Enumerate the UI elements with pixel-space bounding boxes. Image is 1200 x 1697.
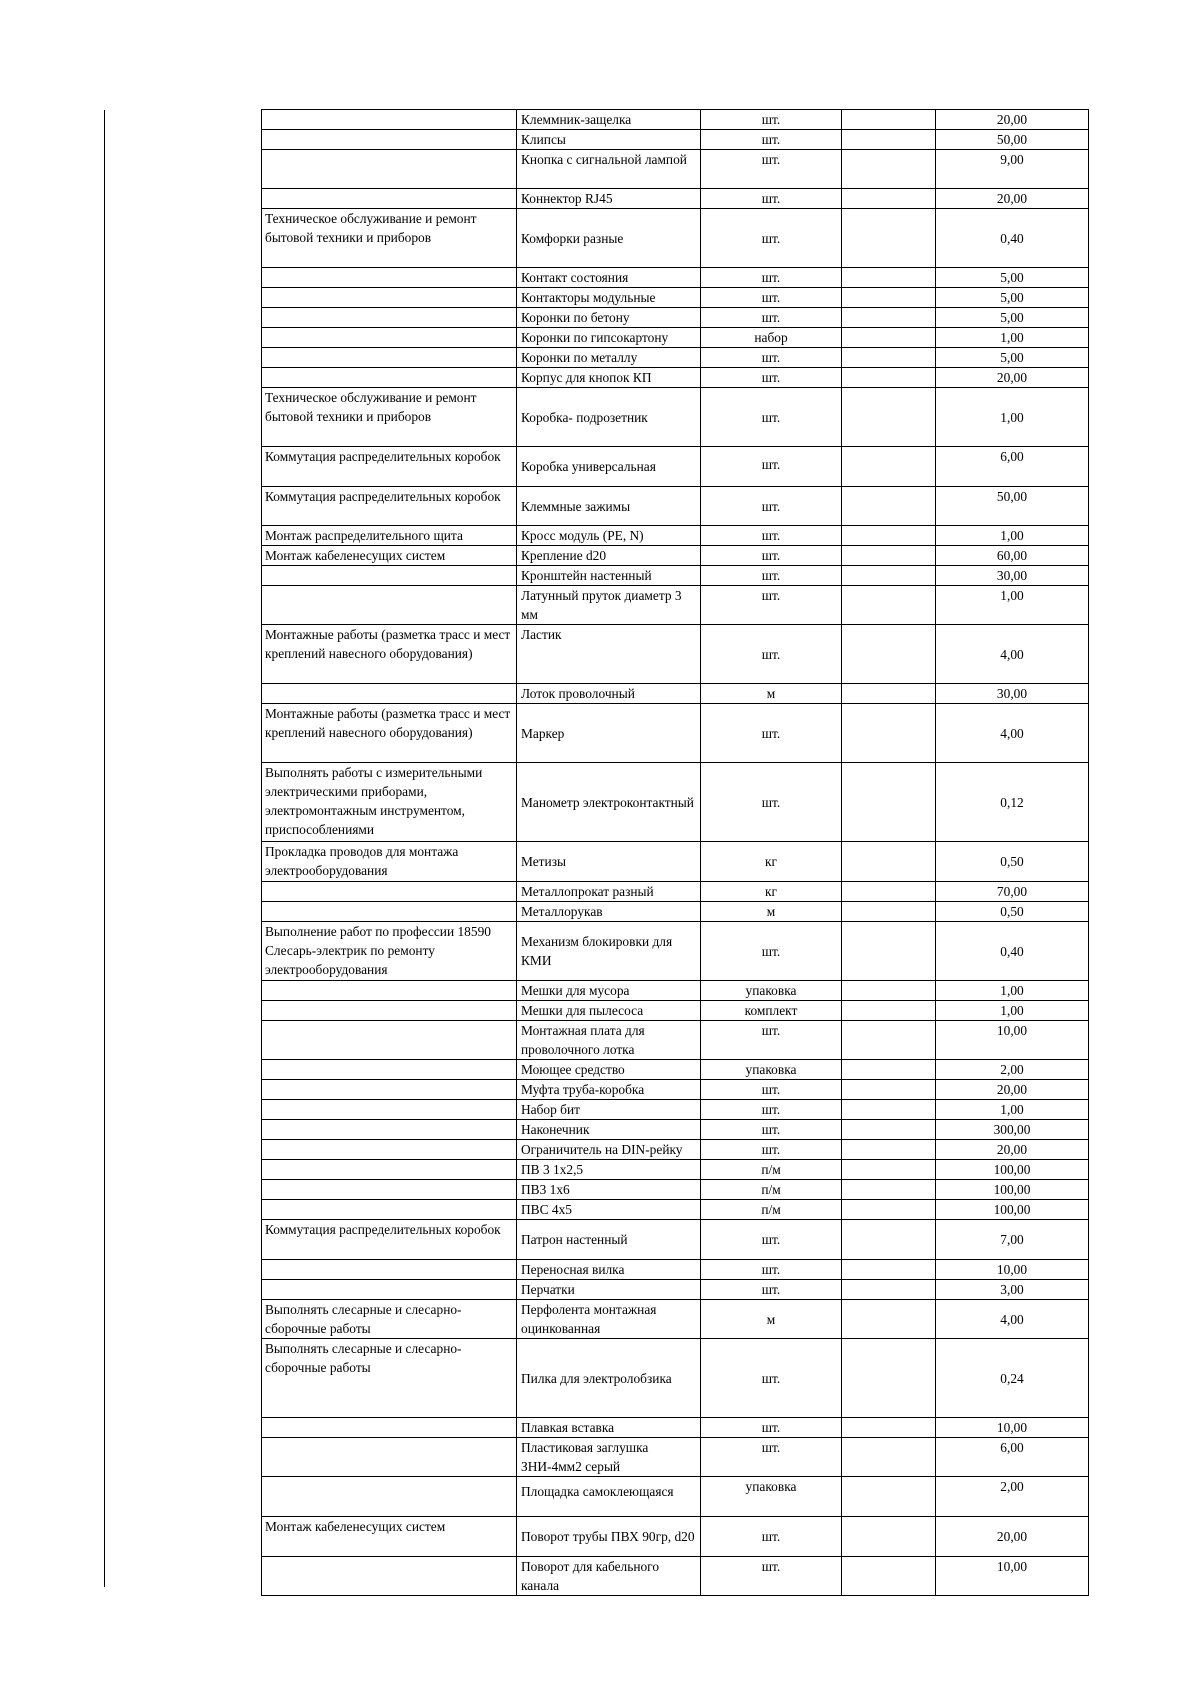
cell-quantity: 5,00 (936, 348, 1089, 368)
cell-activity (262, 1557, 517, 1596)
cell-quantity: 10,00 (936, 1418, 1089, 1438)
cell-quantity: 1,00 (936, 981, 1089, 1001)
cell-unit: шт. (701, 1280, 842, 1300)
cell-empty (842, 268, 936, 288)
table-row (262, 526, 1089, 546)
materials-table (261, 109, 1089, 1596)
cell-unit: п/м (701, 1200, 842, 1220)
cell-empty (842, 130, 936, 150)
cell-empty (842, 1477, 936, 1517)
cell-activity (262, 328, 517, 348)
cell-unit: шт. (701, 922, 842, 981)
cell-activity (262, 1120, 517, 1140)
cell-quantity: 5,00 (936, 268, 1089, 288)
cell-quantity: 4,00 (936, 704, 1089, 763)
cell-unit: шт. (701, 388, 842, 447)
cell-item-name: Крепление d20 (517, 546, 701, 566)
table-row (262, 1280, 1089, 1300)
cell-empty (842, 546, 936, 566)
table-row (262, 308, 1089, 328)
cell-unit: шт. (701, 1100, 842, 1120)
cell-unit: шт. (701, 763, 842, 842)
table-row (262, 1438, 1089, 1477)
cell-empty (842, 1001, 936, 1021)
cell-empty (842, 902, 936, 922)
cell-item-name: Коробка универсальная (517, 447, 701, 487)
cell-quantity: 70,00 (936, 882, 1089, 902)
cell-unit: шт. (701, 487, 842, 526)
cell-unit: набор (701, 328, 842, 348)
cell-activity: Монтаж кабеленесущих систем (262, 1517, 517, 1557)
cell-quantity: 7,00 (936, 1220, 1089, 1260)
table-row (262, 130, 1089, 150)
cell-quantity: 50,00 (936, 130, 1089, 150)
cell-unit: шт. (701, 1140, 842, 1160)
cell-item-name: Метизы (517, 842, 701, 882)
cell-empty (842, 1339, 936, 1418)
cell-empty (842, 328, 936, 348)
table-row (262, 1060, 1089, 1080)
table-row (262, 902, 1089, 922)
cell-item-name: Площадка самоклеющаяся (517, 1477, 701, 1517)
cell-empty (842, 1300, 936, 1339)
table-row (262, 447, 1089, 487)
table-row (262, 586, 1089, 625)
cell-quantity: 2,00 (936, 1060, 1089, 1080)
cell-empty (842, 288, 936, 308)
cell-quantity: 30,00 (936, 566, 1089, 586)
cell-activity (262, 1060, 517, 1080)
cell-unit: кг (701, 882, 842, 902)
cell-quantity: 6,00 (936, 1438, 1089, 1477)
cell-quantity: 20,00 (936, 1080, 1089, 1100)
cell-activity: Монтажные работы (разметка трасс и мест креплений навесного оборудования) (262, 625, 517, 684)
cell-empty (842, 1080, 936, 1100)
cell-unit: комплект (701, 1001, 842, 1021)
cell-activity (262, 1438, 517, 1477)
table-row (262, 1300, 1089, 1339)
cell-unit: шт. (701, 586, 842, 625)
cell-empty (842, 1517, 936, 1557)
left-margin-line (104, 110, 105, 1587)
cell-item-name: Переносная вилка (517, 1260, 701, 1280)
cell-empty (842, 1260, 936, 1280)
cell-quantity: 100,00 (936, 1160, 1089, 1180)
cell-unit: шт. (701, 704, 842, 763)
cell-empty (842, 625, 936, 684)
table-row (262, 882, 1089, 902)
cell-quantity: 20,00 (936, 1140, 1089, 1160)
cell-empty (842, 566, 936, 586)
cell-empty (842, 1200, 936, 1220)
cell-activity: Прокладка проводов для монтажа электрооборудования (262, 842, 517, 882)
cell-item-name: Комфорки разные (517, 209, 701, 268)
cell-empty (842, 1438, 936, 1477)
cell-activity (262, 1100, 517, 1120)
table-row (262, 1080, 1089, 1100)
table-row (262, 1418, 1089, 1438)
cell-empty (842, 150, 936, 189)
cell-activity: Коммутация распределительных коробок (262, 1220, 517, 1260)
cell-unit: шт. (701, 447, 842, 487)
cell-empty (842, 704, 936, 763)
cell-item-name: Кросс модуль (PE, N) (517, 526, 701, 546)
cell-item-name: Коннектор RJ45 (517, 189, 701, 209)
cell-activity: Техническое обслуживание и ремонт бытовой техники и приборов (262, 209, 517, 268)
cell-activity: Монтаж кабеленесущих систем (262, 546, 517, 566)
cell-item-name: Манометр электроконтактный (517, 763, 701, 842)
cell-unit: шт. (701, 566, 842, 586)
cell-empty (842, 1280, 936, 1300)
table-row (262, 704, 1089, 763)
cell-activity (262, 1477, 517, 1517)
table-row (262, 1120, 1089, 1140)
cell-item-name: Корпус для кнопок КП (517, 368, 701, 388)
cell-quantity: 50,00 (936, 487, 1089, 526)
cell-empty (842, 1418, 936, 1438)
cell-quantity: 9,00 (936, 150, 1089, 189)
cell-item-name: Кнопка с сигнальной лампой (517, 150, 701, 189)
cell-quantity: 10,00 (936, 1021, 1089, 1060)
cell-activity (262, 1160, 517, 1180)
cell-unit: шт. (701, 150, 842, 189)
cell-activity (262, 981, 517, 1001)
cell-quantity: 1,00 (936, 1100, 1089, 1120)
cell-item-name: Коробка- подрозетник (517, 388, 701, 447)
cell-quantity: 1,00 (936, 388, 1089, 447)
cell-empty (842, 922, 936, 981)
table-row (262, 684, 1089, 704)
cell-item-name: Перфолента монтажная оцинкованная (517, 1300, 701, 1339)
cell-activity (262, 586, 517, 625)
cell-unit: шт. (701, 130, 842, 150)
cell-empty (842, 388, 936, 447)
cell-unit: шт. (701, 308, 842, 328)
cell-activity (262, 1001, 517, 1021)
cell-quantity: 20,00 (936, 110, 1089, 130)
table-row (262, 763, 1089, 842)
cell-quantity: 30,00 (936, 684, 1089, 704)
cell-empty (842, 487, 936, 526)
table-row (262, 288, 1089, 308)
cell-empty (842, 110, 936, 130)
cell-activity: Выполнять слесарные и слесарно-сборочные работы (262, 1300, 517, 1339)
cell-quantity: 0,40 (936, 209, 1089, 268)
cell-empty (842, 368, 936, 388)
cell-item-name: ПВС 4х5 (517, 1200, 701, 1220)
cell-empty (842, 189, 936, 209)
cell-activity (262, 308, 517, 328)
cell-empty (842, 1180, 936, 1200)
cell-activity (262, 368, 517, 388)
cell-quantity: 1,00 (936, 1001, 1089, 1021)
cell-unit: шт. (701, 625, 842, 684)
cell-item-name: Поворот трубы ПВХ 90гр, d20 (517, 1517, 701, 1557)
cell-item-name: Ластик (517, 625, 701, 684)
cell-quantity: 4,00 (936, 625, 1089, 684)
cell-unit: м (701, 902, 842, 922)
cell-item-name: Металлопрокат разный (517, 882, 701, 902)
cell-activity (262, 1280, 517, 1300)
table-row (262, 150, 1089, 189)
cell-empty (842, 348, 936, 368)
materials-table-body (262, 110, 1089, 1596)
table-row (262, 625, 1089, 684)
table-row (262, 1517, 1089, 1557)
cell-unit: шт. (701, 1557, 842, 1596)
cell-quantity: 0,12 (936, 763, 1089, 842)
cell-quantity: 4,00 (936, 1300, 1089, 1339)
cell-unit: шт. (701, 1339, 842, 1418)
table-row (262, 922, 1089, 981)
table-row (262, 981, 1089, 1001)
cell-item-name: Контакторы модульные (517, 288, 701, 308)
cell-activity (262, 130, 517, 150)
cell-item-name: Набор бит (517, 1100, 701, 1120)
cell-empty (842, 842, 936, 882)
cell-activity (262, 288, 517, 308)
cell-quantity: 10,00 (936, 1260, 1089, 1280)
cell-quantity: 0,50 (936, 902, 1089, 922)
cell-empty (842, 586, 936, 625)
cell-unit: шт. (701, 110, 842, 130)
cell-unit: п/м (701, 1160, 842, 1180)
cell-unit: шт. (701, 209, 842, 268)
cell-item-name: ПВ 3 1х2,5 (517, 1160, 701, 1180)
table-row (262, 1557, 1089, 1596)
cell-empty (842, 308, 936, 328)
cell-quantity: 3,00 (936, 1280, 1089, 1300)
cell-unit: шт. (701, 1220, 842, 1260)
cell-quantity: 20,00 (936, 1517, 1089, 1557)
cell-unit: шт. (701, 268, 842, 288)
cell-item-name: ПВ3 1х6 (517, 1180, 701, 1200)
cell-unit: шт. (701, 1080, 842, 1100)
cell-unit: шт. (701, 526, 842, 546)
cell-item-name: Контакт состояния (517, 268, 701, 288)
cell-activity (262, 902, 517, 922)
table-row (262, 328, 1089, 348)
cell-quantity: 300,00 (936, 1120, 1089, 1140)
cell-item-name: Пилка для электролобзика (517, 1339, 701, 1418)
cell-unit: шт. (701, 1438, 842, 1477)
cell-empty (842, 1100, 936, 1120)
cell-activity (262, 150, 517, 189)
table-row (262, 1200, 1089, 1220)
cell-activity: Коммутация распределительных коробок (262, 487, 517, 526)
table-row (262, 842, 1089, 882)
cell-quantity: 1,00 (936, 526, 1089, 546)
cell-unit: упаковка (701, 1477, 842, 1517)
cell-quantity: 5,00 (936, 308, 1089, 328)
cell-item-name: Моющее средство (517, 1060, 701, 1080)
cell-unit: м (701, 684, 842, 704)
table-row (262, 189, 1089, 209)
table-row (262, 368, 1089, 388)
cell-quantity: 2,00 (936, 1477, 1089, 1517)
cell-quantity: 100,00 (936, 1180, 1089, 1200)
cell-empty (842, 1120, 936, 1140)
cell-unit: шт. (701, 546, 842, 566)
cell-item-name: Плавкая вставка (517, 1418, 701, 1438)
cell-item-name: Лоток проволочный (517, 684, 701, 704)
cell-item-name: Наконечник (517, 1120, 701, 1140)
table-row (262, 546, 1089, 566)
cell-item-name: Коронки по гипсокартону (517, 328, 701, 348)
cell-activity: Монтажные работы (разметка трасс и мест креплений навесного оборудования) (262, 704, 517, 763)
cell-item-name: Латунный пруток диаметр 3 мм (517, 586, 701, 625)
cell-unit: шт. (701, 288, 842, 308)
cell-unit: кг (701, 842, 842, 882)
cell-quantity: 0,24 (936, 1339, 1089, 1418)
cell-activity: Выполнять работы с измерительными электрическими приборами, электромонтажным инструментом, приспособлениями (262, 763, 517, 842)
cell-unit: шт. (701, 1021, 842, 1060)
cell-unit: шт. (701, 1418, 842, 1438)
table-row (262, 348, 1089, 368)
cell-empty (842, 1557, 936, 1596)
table-row (262, 268, 1089, 288)
cell-unit: шт. (701, 348, 842, 368)
cell-unit: шт. (701, 368, 842, 388)
cell-empty (842, 882, 936, 902)
cell-empty (842, 447, 936, 487)
cell-item-name: Мешки для мусора (517, 981, 701, 1001)
cell-empty (842, 1160, 936, 1180)
cell-empty (842, 209, 936, 268)
table-row (262, 1260, 1089, 1280)
cell-item-name: Коронки по бетону (517, 308, 701, 328)
cell-item-name: Ограничитель на DIN-рейку (517, 1140, 701, 1160)
table-row (262, 1100, 1089, 1120)
cell-empty (842, 763, 936, 842)
cell-activity (262, 684, 517, 704)
cell-activity (262, 882, 517, 902)
table-row (262, 1001, 1089, 1021)
cell-item-name: Перчатки (517, 1280, 701, 1300)
cell-quantity: 5,00 (936, 288, 1089, 308)
table-row (262, 110, 1089, 130)
table-row (262, 388, 1089, 447)
cell-activity (262, 1140, 517, 1160)
cell-empty (842, 1140, 936, 1160)
cell-item-name: Поворот для кабельного канала (517, 1557, 701, 1596)
cell-empty (842, 1220, 936, 1260)
cell-quantity: 1,00 (936, 328, 1089, 348)
cell-item-name: Металлорукав (517, 902, 701, 922)
cell-quantity: 0,40 (936, 922, 1089, 981)
cell-activity (262, 1200, 517, 1220)
cell-unit: шт. (701, 189, 842, 209)
cell-quantity: 0,50 (936, 842, 1089, 882)
cell-unit: п/м (701, 1180, 842, 1200)
cell-activity (262, 1021, 517, 1060)
cell-activity (262, 1260, 517, 1280)
cell-quantity: 100,00 (936, 1200, 1089, 1220)
cell-empty (842, 981, 936, 1001)
table-row (262, 1140, 1089, 1160)
cell-empty (842, 526, 936, 546)
cell-item-name: Мешки для пылесоса (517, 1001, 701, 1021)
cell-empty (842, 684, 936, 704)
cell-empty (842, 1021, 936, 1060)
cell-activity: Выполнение работ по профессии 18590 Слесарь-электрик по ремонту электрооборудования (262, 922, 517, 981)
cell-item-name: Коронки по металлу (517, 348, 701, 368)
table-row (262, 1180, 1089, 1200)
cell-item-name: Кронштейн настенный (517, 566, 701, 586)
cell-activity (262, 1080, 517, 1100)
cell-activity (262, 348, 517, 368)
cell-item-name: Клеммные зажимы (517, 487, 701, 526)
cell-empty (842, 1060, 936, 1080)
cell-activity (262, 268, 517, 288)
cell-quantity: 10,00 (936, 1557, 1089, 1596)
table-row (262, 1477, 1089, 1517)
cell-activity: Монтаж распределительного щита (262, 526, 517, 546)
cell-unit: упаковка (701, 981, 842, 1001)
cell-activity: Техническое обслуживание и ремонт бытовой техники и приборов (262, 388, 517, 447)
cell-activity (262, 1418, 517, 1438)
cell-item-name: Муфта труба-коробка (517, 1080, 701, 1100)
cell-activity (262, 189, 517, 209)
cell-item-name: Клеммник-защелка (517, 110, 701, 130)
cell-quantity: 20,00 (936, 189, 1089, 209)
cell-activity: Выполнять слесарные и слесарно-сборочные работы (262, 1339, 517, 1418)
cell-activity (262, 566, 517, 586)
table-row (262, 1339, 1089, 1418)
cell-unit: шт. (701, 1517, 842, 1557)
cell-unit: шт. (701, 1120, 842, 1140)
cell-item-name: Маркер (517, 704, 701, 763)
cell-unit: шт. (701, 1260, 842, 1280)
table-row (262, 1160, 1089, 1180)
table-row (262, 487, 1089, 526)
table-row (262, 1021, 1089, 1060)
cell-quantity: 20,00 (936, 368, 1089, 388)
cell-quantity: 6,00 (936, 447, 1089, 487)
cell-item-name: Клипсы (517, 130, 701, 150)
cell-activity (262, 110, 517, 130)
cell-activity: Коммутация распределительных коробок (262, 447, 517, 487)
cell-item-name: Монтажная плата для проволочного лотка (517, 1021, 701, 1060)
table-row (262, 209, 1089, 268)
cell-item-name: Пластиковая заглушка ЗНИ-4мм2 серый (517, 1438, 701, 1477)
cell-item-name: Патрон настенный (517, 1220, 701, 1260)
table-row (262, 1220, 1089, 1260)
cell-activity (262, 1180, 517, 1200)
cell-unit: упаковка (701, 1060, 842, 1080)
table-row (262, 566, 1089, 586)
cell-unit: м (701, 1300, 842, 1339)
cell-quantity: 60,00 (936, 546, 1089, 566)
cell-item-name: Механизм блокировки для КМИ (517, 922, 701, 981)
cell-quantity: 1,00 (936, 586, 1089, 625)
